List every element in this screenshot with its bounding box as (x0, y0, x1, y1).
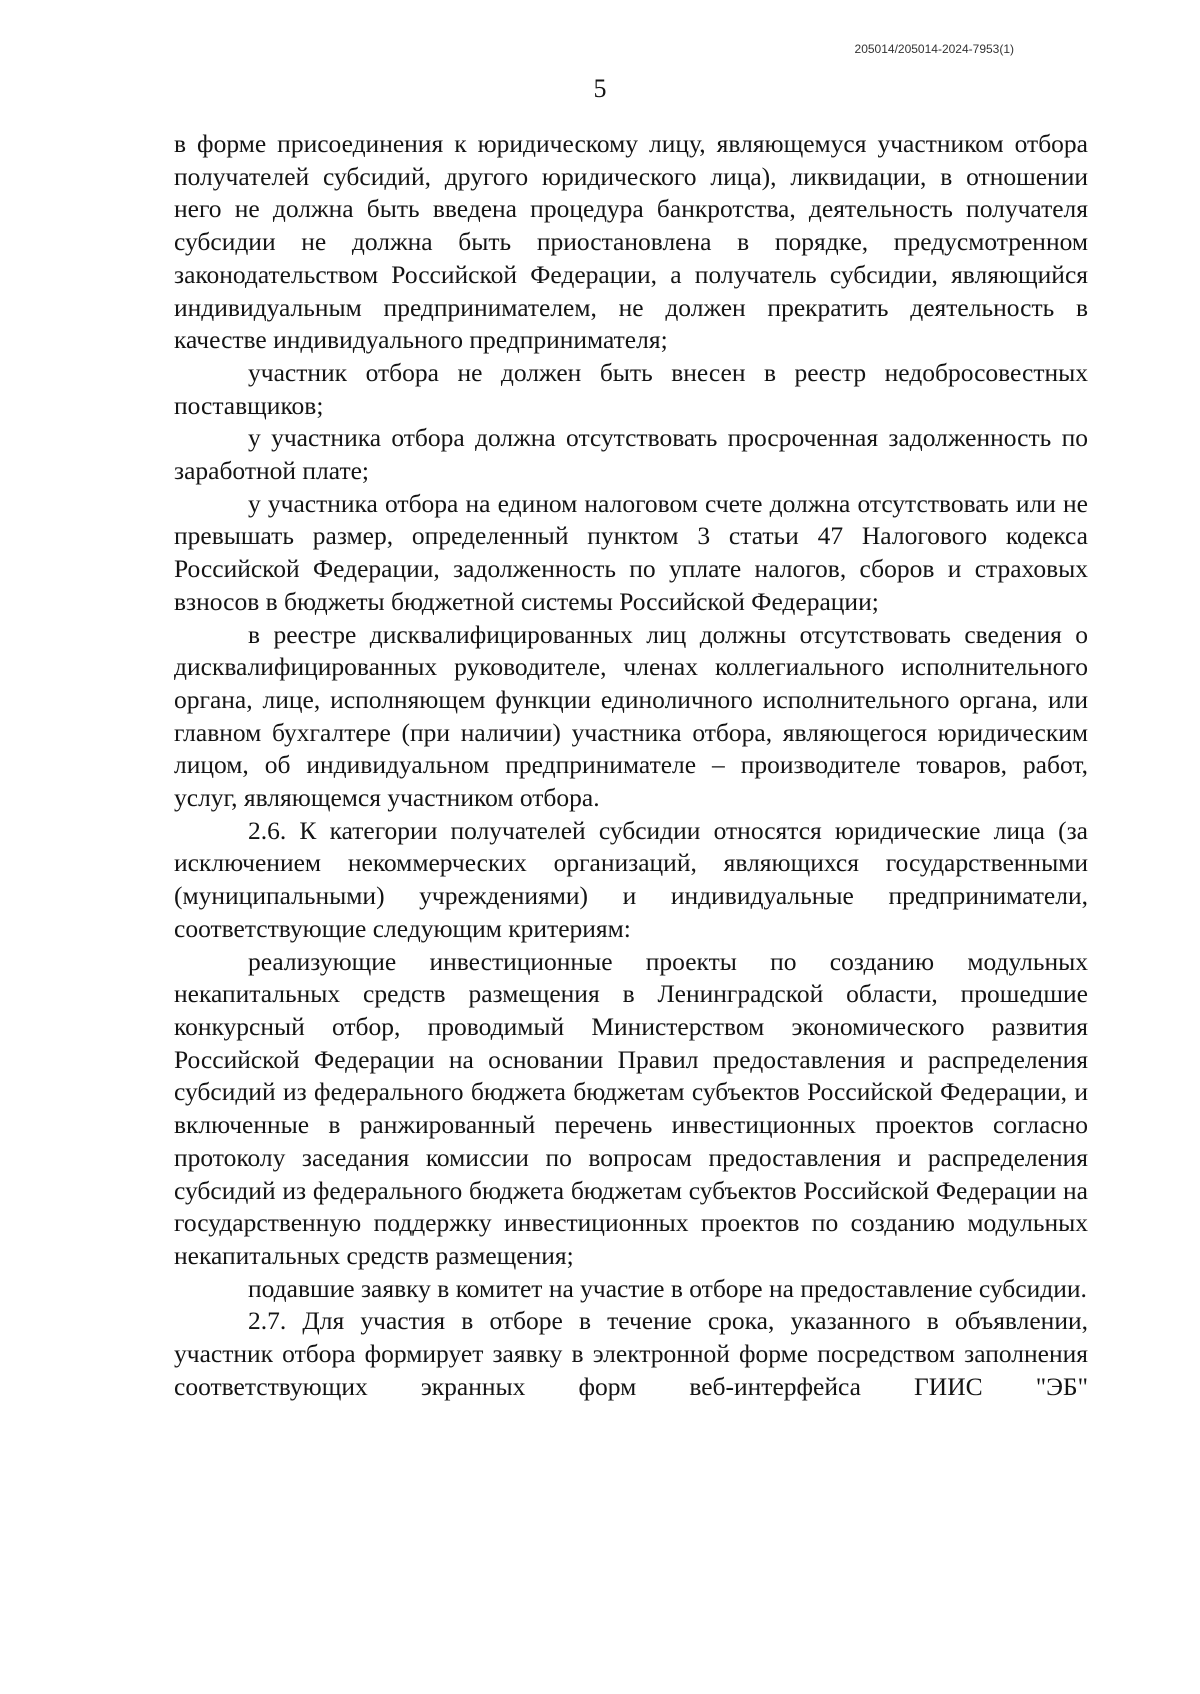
paragraph-disqualified-persons: в реестре дисквалифицированных лиц должны отсутствовать сведения о дисквалифицированных руководителе, членах коллегиального исполнительного органа, лице, исполняющем функции единоличного исполнительного органа, или главном бухгалтере (при наличии) участника отбора, являющегося юридическим лицом, об индивидуальном предпринимателе – производителе товаров, работ, услуг, являющемся участником отбора. (174, 619, 1088, 813)
paragraph-2-6: 2.6. К категории получателей субсидии относятся юридические лица (за исключением некоммерческих организаций, являющихся государственными (муниципальными) учреждениями) и индивидуальные предприниматели, соответствующие следующим критериям: (174, 815, 1088, 943)
paragraph-2-7: 2.7. Для участия в отборе в течение срока, указанного в объявлении, участник отбора формирует заявку в электронной форме посредством заполнения соответствующих экранных форм веб-интерфейса ГИИС "ЭБ" (174, 1306, 1088, 1401)
paragraph-investment-projects: реализующие инвестиционные проекты по созданию модульных некапитальных средств размещения в Ленинградской области, прошедшие конкурсный отбор, проводимый Министерством экономического развития Российской Федерации на основании Правил предоставления и распределения субсидий из федерального бюджета бюджетам субъектов Российской Федерации, и включенные в ранжированный перечень инвестиционных проектов согласно протоколу заседания комиссии по вопросам предоставления и распределения субсидий из федерального бюджета бюджетам субъектов Российской Федерации на государственную поддержку инвестиционных проектов по созданию модульных некапитальных средств размещения; (174, 946, 1088, 1270)
paragraph-application-submitted: подавшие заявку в комитет на участие в отборе на предоставление субсидии. (248, 1273, 1087, 1303)
paragraph-supplier-registry: участник отбора не должен быть внесен в реестр недобросовестных поставщиков; (174, 357, 1088, 420)
page-number: 5 (593, 74, 607, 103)
paragraph-tax-debt: у участника отбора на едином налоговом счете должна отсутствовать или не превышать размер, определенный пунктом 3 статьи 47 Налогового кодекса Российской Федерации, задолженность по уплате налогов, сборов и страховых взносов в бюджеты бюджетной системы Российской Федерации; (174, 488, 1088, 616)
document-id: 205014/205014-2024-7953(1) (854, 42, 1014, 56)
document-body (174, 128, 1088, 1403)
paragraph-wage-arrears: у участника отбора должна отсутствовать просроченная задолженность по заработной плате; (174, 423, 1088, 486)
paragraph-continuation: в форме присоединения к юридическому лицу, являющемуся участником отбора получателей субсидий, другого юридического лица), ликвидации, в отношении него не должна быть введена процедура банкротства, деятельность получателя субсидии не должна быть приостановлена в порядке, предусмотренном законодательством Российской Федерации, а получатель субсидии, являющийся индивидуальным предпринимателем, не должен прекратить деятельность в качестве индивидуального предпринимателя; (174, 129, 1088, 355)
